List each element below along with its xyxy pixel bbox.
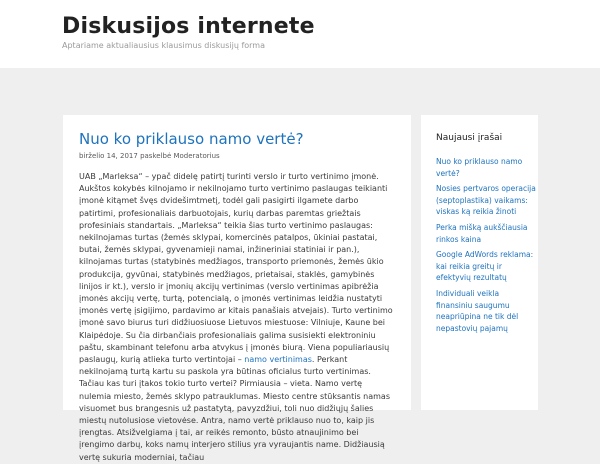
sidebar — [421, 115, 538, 410]
recent-posts-list — [436, 156, 536, 338]
post-date[interactable]: birželio 14, 2017 — [79, 152, 138, 160]
post-body — [79, 171, 395, 464]
site-header — [0, 0, 600, 68]
recent-post-link[interactable]: Individuali veikla finansiniu saugumu neapriūpina ne tik dėl nepastovių pajamų — [436, 288, 519, 333]
post-article — [63, 115, 411, 462]
post-author[interactable]: Moderatorius — [173, 152, 220, 160]
recent-post-link[interactable]: Perka mišką aukščiausia rinkos kaina — [436, 222, 528, 244]
post-body-text-after-link: . Perkant nekilnojamą turtą kartu su paskola yra būtinas oficialus turto vertinimas. Tačiau kas turi įtakos tokio turto vertei? Pirmiausia – vieta. Namo vertę nulemia miesto, žemės sklypo patrauklumas. Miesto centre stūksantis namas visuomet bus brangesnis už pastatytą, pavyzdžiui, toli nuo didžiųjų šalies miestų nutolusiose vietovėse. Antra, namo vertė priklauso nuo to, kaip jis įrengtas. Atsižvelgiama į tai, ar reikės remonto, būsto atnaujinimo bei įrengimo darbų, koks namų interjero stilius yra vyraujantis name. Didžiausią vertę sukuria moderniai, tačiau — [79, 355, 390, 462]
post-posted-by: paskelbė — [140, 152, 172, 160]
post-body-text-before-link: UAB „Marleksa“ – ypač didelę patirtį turinti verslo ir turto vertinimo įmonė. Aukštos kokybės kilnojamo ir nekilnojamo turto vertinimo paslaugas teikianti įmonė kitąmet švęs dvidešimtmetį, todėl gali pasigirti ilgamete darbo patirtimi, profesionaliais darbuotojais, kurių darbas paremtas griežtais profesiniais standartais. „Marleksa“ teikia šias turto vertinimo paslaugas: nekilnojamas turtas (žemės sklypai, komercinės patalpos, ūkiniai pastatai, butai, žemės sklypai, gyvenamieji namai, inžineriniai statiniai ir pan.), kilnojamas turtas (statybinės medžiagos, transporto priemonės, žemės ūkio produkcija, gyvūnai, statybinės medžiagos, prietaisai, staklės, gamybinės linijos ir kt.), verslo ir įmonių akcijų vertinimas (verslo vertinimas apibrėžia įmonės akcijų vertę, turtą, potencialą, o įmonės vertinimas leidžia nustatyti įmonės vertę įsigijimo, pardavimo ar kitais panašiais atvejais). Turto vertinimo įmonė savo biurus turi didžiuosiuose Lietuvos miestuose: Vilniuje, Kaune bei Klaipėdoje. Su čia dirbančiais profesionaliais galima susisiekti elektroniniu paštu, skambinant telefonu arba atvykus į įmonės biurą. Viena populiariausių paslaugų, kurią atlieka turto vertintojai – — [79, 172, 393, 365]
recent-posts-title: Naujausi įrašai — [436, 133, 503, 143]
site-tagline: Aptariame aktualiausius klausimus diskusijų forma — [62, 41, 265, 50]
recent-post-link[interactable]: Nuo ko priklauso namo vertė? — [436, 157, 523, 178]
namo-vertinimas-link[interactable]: namo vertinimas — [244, 355, 312, 365]
recent-post-link[interactable]: Google AdWords reklama: kai reikia greitų ir efektyvių rezultatų — [436, 250, 534, 283]
post-meta — [79, 152, 220, 160]
recent-post-link[interactable]: Nosies pertvaros operacija (septoplastika) vaikams: viskas ką reikia žinoti — [436, 184, 536, 217]
post-title[interactable]: Nuo ko priklauso namo vertė? — [79, 130, 304, 148]
site-title[interactable]: Diskusijos internete — [62, 14, 315, 39]
